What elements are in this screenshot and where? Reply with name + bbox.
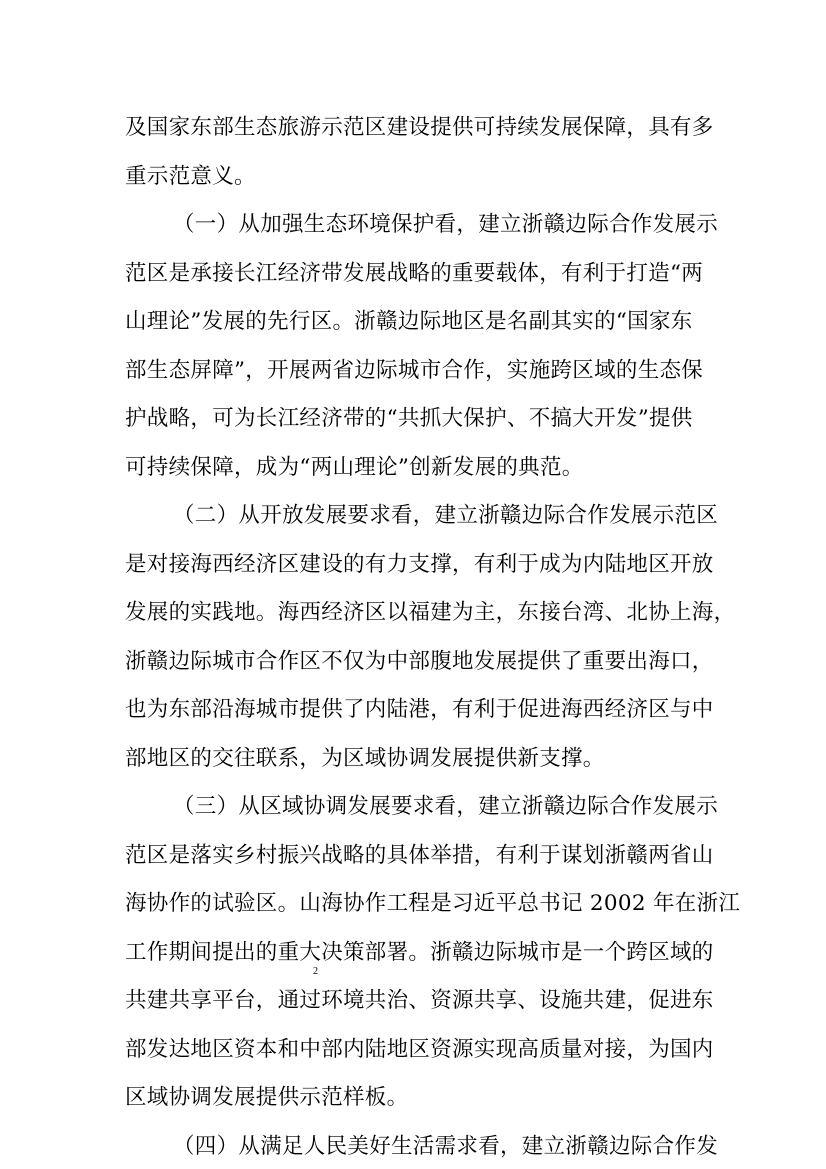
text-line: 可持续保障，成为“两山理论”创新发展的典范。 (125, 455, 584, 480)
text-line: 护战略，可为长江经济带的“共抓大保护、不搞大开发”提供 (125, 406, 693, 431)
paragraph-3-start: （三）从区域协调发展要求看，建立浙赣边际合作发展示 (173, 794, 719, 819)
text-line: 发展的实践地。海西经济区以福建为主，东接台湾、北协上海， (125, 600, 736, 625)
text-line: 范区是承接长江经济带发展战略的重要载体，有利于打造“两 (125, 261, 704, 286)
text-line: 及国家东部生态旅游示范区建设提供可持续发展保障，具有多 (125, 115, 714, 140)
text-line: 浙赣边际城市合作区不仅为中部腹地发展提供了重要出海口， (125, 649, 714, 674)
text-line: 重示范意义。 (125, 164, 256, 189)
text-line: 海协作的试验区。山海协作工程是习近平总书记 2002 年在浙江 (125, 891, 741, 916)
text-line: 部地区的交往联系，为区域协调发展提供新支撑。 (125, 746, 605, 771)
text-line: 也为东部沿海城市提供了内陆港，有利于促进海西经济区与中 (125, 697, 714, 722)
text-line: 工作期间提出的重大决策部署。浙赣边际城市是一个跨区域的 (125, 940, 714, 965)
paragraph-2-start: （二）从开放发展要求看，建立浙赣边际合作发展示范区 (173, 503, 719, 528)
text-line: 是对接海西经济区建设的有力支撑，有利于成为内陆地区开放 (125, 552, 714, 577)
paragraph-1-start: （一）从加强生态环境保护看，建立浙赣边际合作发展示 (173, 212, 719, 237)
text-line: 部生态屏障”，开展两省边际城市合作，实施跨区域的生态保 (125, 358, 704, 383)
text-line: 区域协调发展提供示范样板。 (125, 1085, 409, 1110)
page-number: 2 (313, 966, 318, 977)
paragraph-4-start: （四）从满足人民美好生活需求看，建立浙赣边际合作发 (173, 1134, 719, 1159)
text-line: 部发达地区资本和中部内陆地区资源实现高质量对接，为国内 (125, 1037, 714, 1062)
text-line: 范区是落实乡村振兴战略的具体举措，有利于谋划浙赣两省山 (125, 843, 714, 868)
text-line: 山理论”发展的先行区。浙赣边际地区是名副其实的“国家东 (125, 309, 693, 334)
text-line: 共建共享平台，通过环境共治、资源共享、设施共建，促进东 (125, 988, 714, 1013)
